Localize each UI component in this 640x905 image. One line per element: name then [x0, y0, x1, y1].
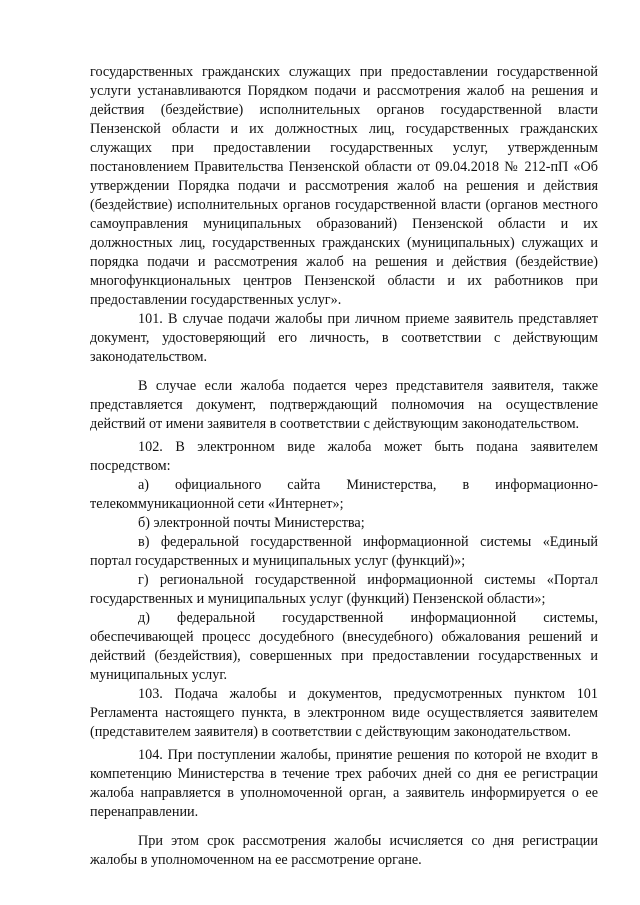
document-page: [90, 63, 598, 870]
paragraph-101: 101. В случае подачи жалобы при личном приеме заявитель представляет документ, удостоверяющий его личность, в соответствии с действующим законодательством.: [90, 311, 598, 365]
list-item-b: б) электронной почты Министерства;: [138, 515, 365, 531]
paragraph-103: 103. Подача жалобы и документов, предусмотренных пунктом 101 Регламента настоящего пункта, в электронном виде осуществляется заявителем (представителем заявителя) в соответствии с действующим законодательством.: [90, 686, 598, 740]
paragraph-continuation: государственных гражданских служащих при предоставлении государственной услуги устанавливаются Порядком подачи и рассмотрения жалоб на решения и действия (бездействие) исполнительных органов государственной власти Пензенской области и их должностных лиц, государственных гражданских служащих при предоставлении государственных услуг, утвержденным постановлением Правительства Пензенской области от 09.04.2018 № 212-пП «Об утверждении Порядка подачи и рассмотрения жалоб на решения и действия (бездействие) исполнительных органов государственной власти (органов местного самоуправления муниципальных образований) Пензенской области и их должностных лиц, государственных гражданских (муниципальных) служащих и порядка подачи и рассмотрения жалоб на решения и действия (бездействие) многофункциональных центров Пензенской области и их работников при предоставлении государственных услуг».: [90, 64, 598, 308]
paragraph-deadline: При этом срок рассмотрения жалобы исчисляется со дня регистрации жалобы в уполномоченном на ее рассмотрение органе.: [90, 833, 598, 868]
list-item-g: г) региональной государственной информационной системы «Портал государственных и муниципальных услуг (функций) Пензенской области»;: [90, 572, 598, 607]
list-item-a: а) официального сайта Министерства, в информационно-телекоммуникационной сети «Интернет»;: [90, 477, 598, 512]
list-item-v: в) федеральной государственной информационной системы «Единый портал государственных и муниципальных услуг (функций)»;: [90, 534, 598, 569]
paragraph-104: 104. При поступлении жалобы, принятие решения по которой не входит в компетенцию Министерства в течение трех рабочих дней со дня ее регистрации жалоба направляется в уполномоченной орган, а заявитель информируется о ее перенаправлении.: [90, 747, 598, 820]
paragraph-102: 102. В электронном виде жалоба может быть подана заявителем посредством:: [90, 439, 598, 474]
paragraph-representative: В случае если жалоба подается через представителя заявителя, также представляется документ, подтверждающий полномочия на осуществление действий от имени заявителя в соответствии с действующим законодательством.: [90, 378, 598, 432]
list-item-d: д) федеральной государственной информационной системы, обеспечивающей процесс досудебного (внесудебного) обжалования решений и действий (бездействия), совершенных при предоставлении государственных и муниципальных услуг.: [90, 610, 598, 683]
